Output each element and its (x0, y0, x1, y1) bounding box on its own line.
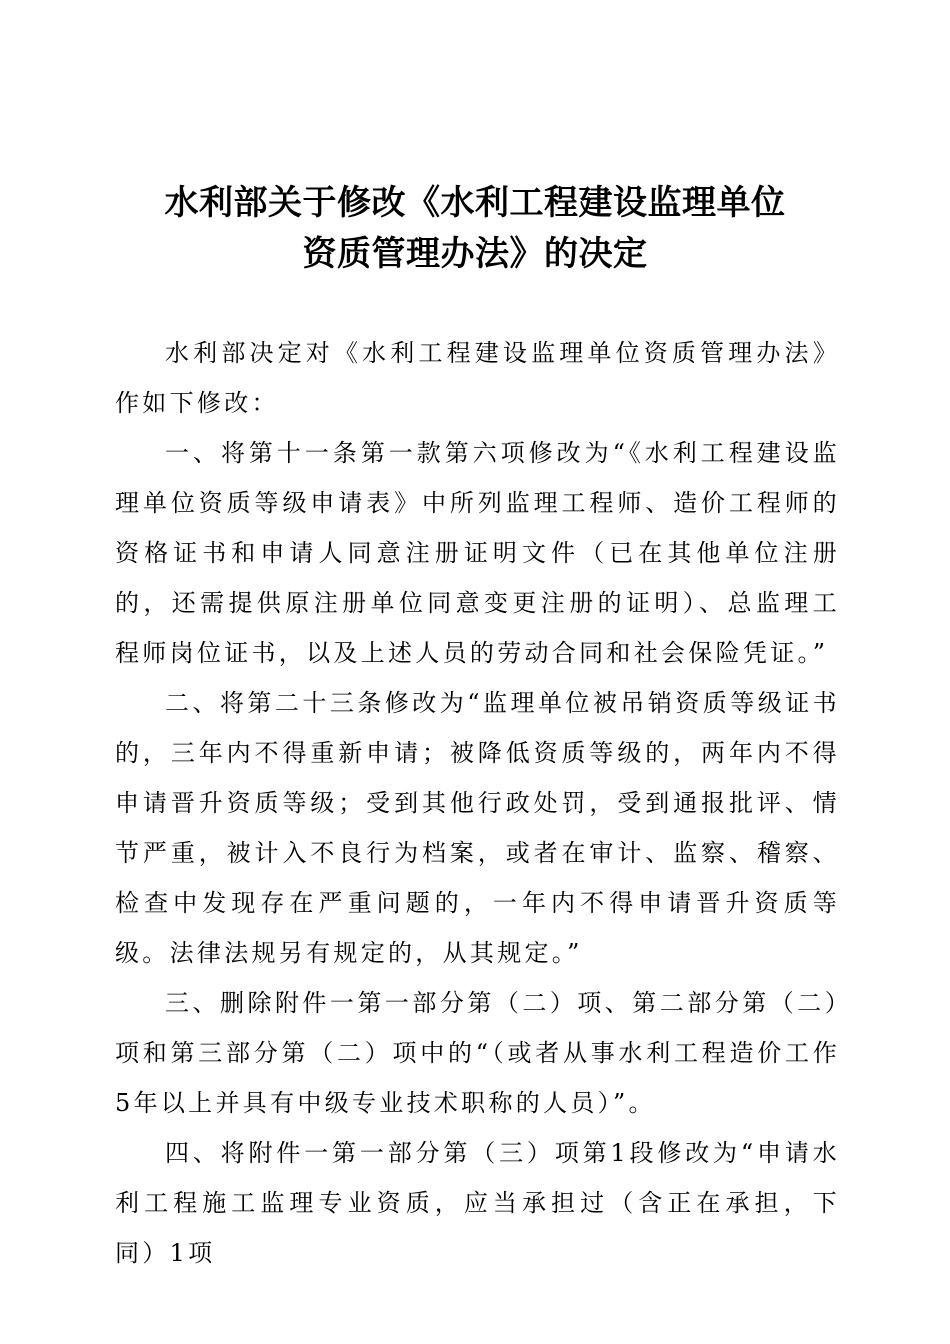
intro-paragraph: 水利部决定对《水利工程建设监理单位资质管理办法》作如下修改： (115, 339, 840, 417)
title-line-2: 资质管理办法》的决定 (302, 234, 648, 274)
document-title (0, 178, 950, 280)
amendment-item-2: 二、将第二十三条修改为“监理单位被吊销资质等级证书的，三年内不得重新申请；被降低资质等级的，两年内不得申请晋升资质等级；受到其他行政处罚，受到通报批评、情节严重，被计入不良行为档案，或者在审计、监察、稽察、检查中发现存在严重问题的，一年内不得申请晋升资质等级。法律法规另有规定的，从其规定。” (115, 689, 840, 967)
amendment-item-4: 四、将附件一第一部分第（三）项第1段修改为“申请水利工程施工监理专业资质，应当承担过（含正在承担，下同）1项 (115, 1139, 840, 1267)
amendment-item-1: 一、将第十一条第一款第六项修改为“《水利工程建设监理单位资质等级申请表》中所列监理工程师、造价工程师的资格证书和申请人同意注册证明文件（已在其他单位注册的，还需提供原注册单位同意变更注册的证明）、总监理工程师岗位证书，以及上述人员的劳动合同和社会保险凭证。” (115, 439, 840, 667)
amendment-item-3: 三、删除附件一第一部分第（二）项、第二部分第（二）项和第三部分第（二）项中的“（或者从事水利工程造价工作5年以上并具有中级专业技术职称的人员）”。 (115, 989, 840, 1117)
title-line-1: 水利部关于修改《水利工程建设监理单位 (164, 183, 786, 223)
document-body (115, 328, 840, 1278)
